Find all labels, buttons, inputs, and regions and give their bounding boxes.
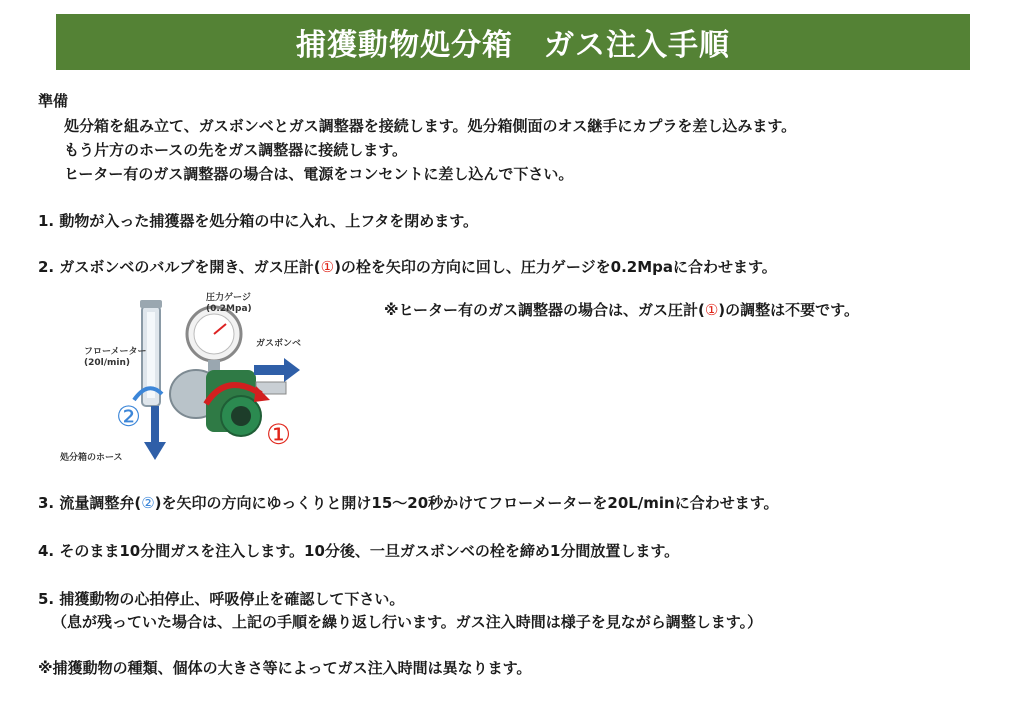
heater-note	[384, 301, 859, 319]
step-5: 5. 捕獲動物の心拍停止、呼吸停止を確認して下さい。	[38, 590, 405, 608]
page-title: 捕獲動物処分箱 ガス注入手順	[56, 14, 970, 70]
step-5-note: （息が残っていた場合は、上記の手順を繰り返し行います。ガス注入時間は様子を見ながら調整します。）	[52, 613, 763, 631]
step-2-text-a: 2. ガスボンベのバルブを開き、ガス圧計(	[38, 258, 321, 276]
step-3-mark: ②	[141, 494, 155, 512]
step-3-text-b: )を矢印の方向にゆっくりと開け15～20秒かけてフローメーターを20L/minに合わせます。	[154, 494, 779, 512]
step-1: 1. 動物が入った捕獲器を処分箱の中に入れ、上フタを閉めます。	[38, 212, 479, 230]
gauge-label: 圧力ゲージ	[206, 293, 251, 303]
flowmeter-label: フローメーター	[84, 347, 147, 357]
mark-1-label: ①	[266, 418, 292, 451]
regulator-figure	[56, 282, 346, 478]
step-3	[38, 494, 779, 512]
regulator-illustration	[56, 282, 346, 478]
step-2-text-b: )の栓を矢印の方向に回し、圧力ゲージを0.2Mpaに合わせます。	[334, 258, 777, 276]
heater-note-mark: ①	[704, 301, 719, 319]
gas-label: ガスボンベ	[256, 339, 302, 349]
heater-note-text-a: ※ヒーター有のガス調整器の場合は、ガス圧計(	[384, 301, 705, 319]
gauge-value: (0.2Mpa)	[206, 304, 252, 314]
heater-note-text-b: )の調整は不要です。	[718, 301, 859, 319]
prep-heading: 準備	[38, 92, 69, 110]
hose-label: 処分箱のホース	[60, 453, 123, 463]
prep-line-1: 処分箱を組み立て、ガスボンベとガス調整器を接続します。処分箱側面のオス継手にカプラを差し込みます。	[64, 117, 797, 135]
step-4: 4. そのまま10分間ガスを注入します。10分後、一旦ガスボンベの栓を締め1分間放置します。	[38, 542, 680, 560]
mark-2-label: ②	[116, 400, 142, 433]
prep-line-3: ヒーター有のガス調整器の場合は、電源をコンセントに差し込んで下さい。	[64, 165, 574, 183]
prep-line-2: もう片方のホースの先をガス調整器に接続します。	[64, 141, 408, 159]
footer-note: ※捕獲動物の種類、個体の大きさ等によってガス注入時間は異なります。	[38, 659, 532, 677]
flowmeter-value: (20l/min)	[84, 358, 130, 368]
step-2-mark: ①	[320, 258, 335, 276]
step-3-text-a: 3. 流量調整弁(	[38, 494, 142, 512]
step-2	[38, 258, 777, 276]
